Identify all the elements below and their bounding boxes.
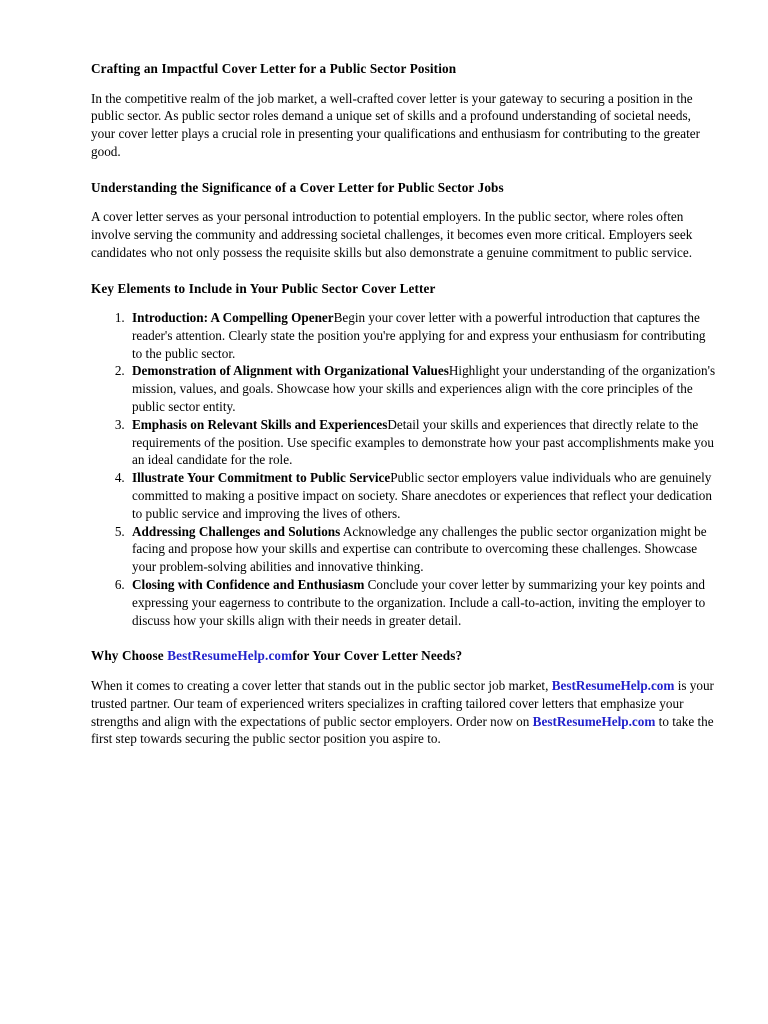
list-item-body: Begin your cover letter with a powerful introduction that captures the reader's attention. Clearly state the position you're applying for and express your enthusiasm for contributing to the public sector. xyxy=(132,310,706,361)
list-item xyxy=(128,309,718,362)
why-choose-heading-prefix: Why Choose xyxy=(91,648,168,664)
list-item-lead: Demonstration of Alignment with Organizational Values xyxy=(132,363,449,379)
bestresumehelp-link-heading[interactable]: BestResumeHelp.com xyxy=(167,648,293,664)
list-item xyxy=(128,416,718,469)
key-elements-list xyxy=(91,309,718,629)
list-item-lead: Introduction: A Compelling Opener xyxy=(132,310,334,326)
section-heading-why-choose xyxy=(91,647,718,665)
why-choose-paragraph xyxy=(91,677,718,748)
list-item-body: Highlight your understanding of the organization's mission, values, and goals. Showcase how your skills and experiences align with the core principles of the public sector entity. xyxy=(132,363,716,415)
list-item-body: Public sector employers value individuals who are genuinely committed to making a positive impact on society. Share anecdotes or experiences that reflect your dedication to public service and improving the lives of others. xyxy=(132,470,712,521)
section-heading-key-elements: Key Elements to Include in Your Public Sector Cover Letter xyxy=(91,280,436,296)
list-item xyxy=(128,469,718,522)
list-item-lead: Emphasis on Relevant Skills and Experiences xyxy=(132,416,388,432)
significance-paragraph: A cover letter serves as your personal introduction to potential employers. In the public sector, where roles often involve serving the community and addressing societal challenges, it becomes even more critical. Employers seek candidates who not only possess the requisite skills but also demonstrate a genuine commitment to public service. xyxy=(91,209,693,260)
document-content xyxy=(91,60,718,748)
why-choose-text-part-1: When it comes to creating a cover letter that stands out in the public sector job market, xyxy=(91,677,549,693)
list-item xyxy=(128,523,718,576)
list-item xyxy=(128,576,718,629)
intro-paragraph: In the competitive realm of the job market, a well-crafted cover letter is your gateway to securing a position in the public sector. As public sector roles demand a unique set of skills and a profound understanding of societal needs, your cover letter plays a crucial role in presenting your qualifications and enthusiasm for contributing to the greater good. xyxy=(91,90,700,159)
list-item xyxy=(128,362,718,415)
why-choose-text-part-3: to take the first step towards securing the public sector position you aspire to. xyxy=(91,713,714,747)
bestresumehelp-link-body-1[interactable]: BestResumeHelp.com xyxy=(551,677,675,693)
list-item-lead: Closing with Confidence and Enthusiasm xyxy=(132,577,365,593)
why-choose-text-part-2: is your trusted partner. Our team of experienced writers specializes in crafting tailored cover letters that emphasize your strengths and align with the expectations of public sector employers. Order now on xyxy=(91,677,714,729)
list-item-body: Detail your skills and experiences that directly relate to the requirements of the position. Use specific examples to demonstrate how your past accomplishments make you an ideal candidate for the role. xyxy=(132,416,714,468)
list-item-body: Conclude your cover letter by summarizing your key points and expressing your eagerness to contribute to the organization. Include a call-to-action, inviting the employer to discuss how your skills align with their needs in greater detail. xyxy=(132,577,706,628)
why-choose-heading-suffix: for Your Cover Letter Needs? xyxy=(292,648,463,664)
page-title: Crafting an Impactful Cover Letter for a Public Sector Position xyxy=(91,61,457,76)
list-item-lead: Addressing Challenges and Solutions xyxy=(132,523,341,539)
list-item-body: Acknowledge any challenges the public sector organization might be facing and propose how your skills and expertise can contribute to overcoming these challenges. Showcase your problem-solving abilities and innovative thinking. xyxy=(132,523,707,575)
section-heading-significance: Understanding the Significance of a Cover Letter for Public Sector Jobs xyxy=(91,179,504,195)
list-item-lead: Illustrate Your Commitment to Public Service xyxy=(132,470,391,486)
bestresumehelp-link-body-2[interactable]: BestResumeHelp.com xyxy=(532,713,656,729)
